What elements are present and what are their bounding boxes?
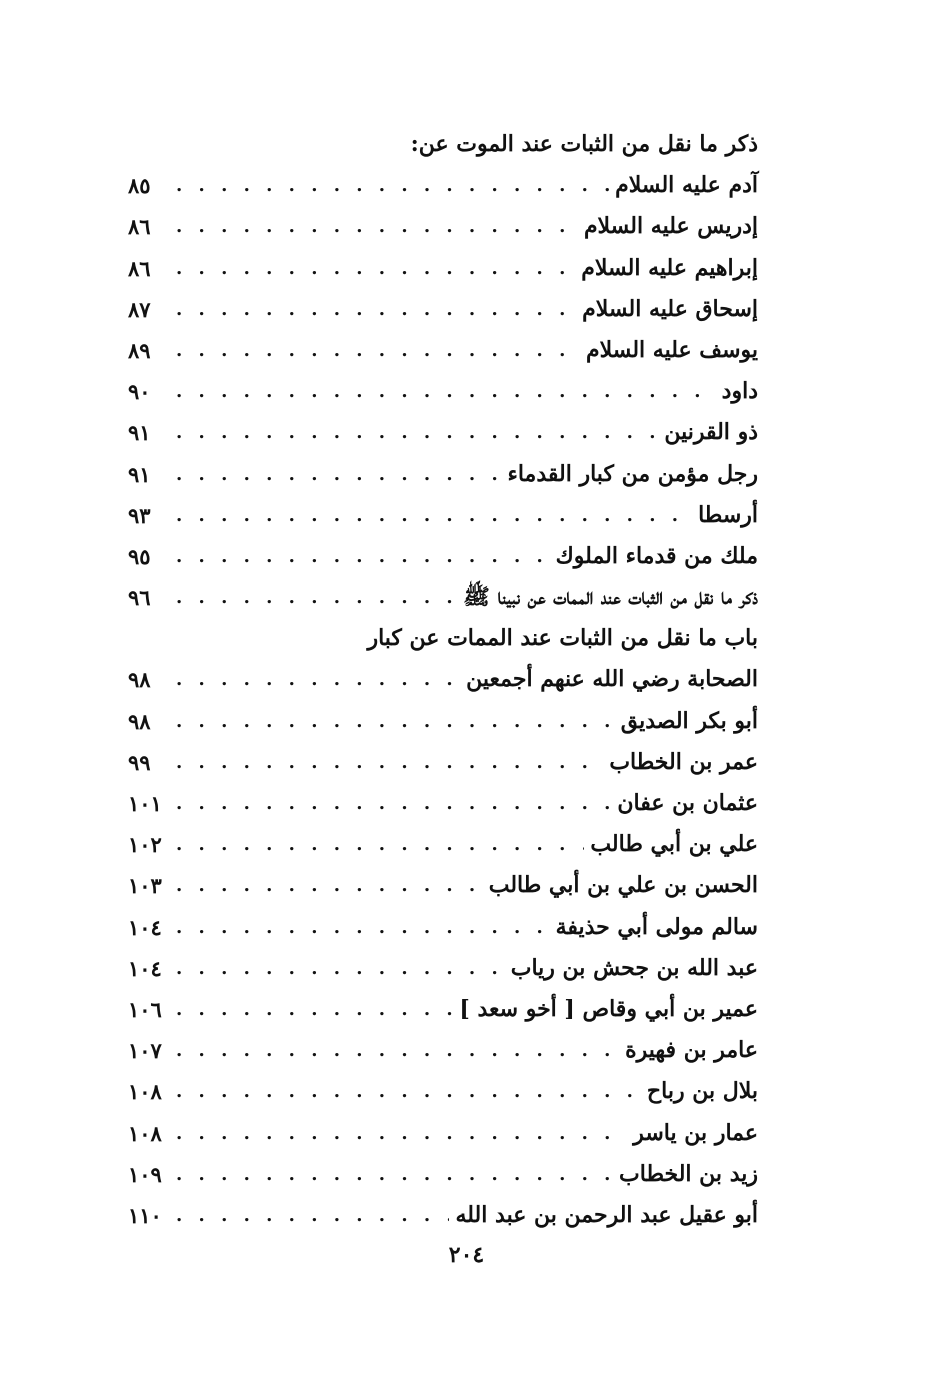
dot-leader [176, 742, 603, 783]
dot-leader [176, 907, 550, 948]
toc-entry [128, 948, 758, 989]
toc-entry [128, 495, 758, 536]
dot-leader [176, 289, 576, 330]
toc-entry-page-number: ١٠٧ [128, 1038, 162, 1064]
dot-leader [176, 1195, 449, 1236]
toc-entry-title: عبد الله بن جحش بن رياب [510, 954, 758, 981]
toc-entry [128, 865, 758, 906]
dot-leader [176, 659, 460, 700]
toc-entry-title: الحسن بن علي بن أبي طالب [488, 872, 758, 899]
toc-entry-title: عمار بن ياسر [633, 1119, 758, 1146]
dot-leader [176, 330, 580, 371]
toc-entry [128, 907, 758, 948]
toc-entry-title: عمير بن أبي وقاص [ أخو سعد ] [459, 995, 758, 1022]
toc-entry-title: أبو بكر الصديق [620, 707, 758, 734]
toc-entry [128, 742, 758, 783]
toc-entry-page-number: ١٠٣ [128, 873, 162, 899]
dot-leader [176, 577, 457, 618]
toc-entry-title: عثمان بن عفان [617, 790, 758, 816]
table-of-contents [128, 124, 758, 1236]
toc-entry-page-number: ١٠٤ [128, 914, 162, 940]
toc-entry [128, 330, 758, 371]
toc-entry-page-number: ٩٨ [128, 667, 151, 693]
toc-entry-title: عامر بن فهيرة [625, 1037, 758, 1064]
dot-leader [176, 1071, 641, 1112]
toc-entry [128, 824, 758, 865]
toc-entry-page-number: ٨٩ [128, 337, 151, 363]
toc-entry [128, 1113, 758, 1154]
toc-entry-title: بلال بن رباح [646, 1078, 758, 1105]
toc-entry [128, 536, 758, 577]
toc-entry [128, 165, 758, 206]
toc-entry [128, 206, 758, 247]
toc-entry [128, 454, 758, 495]
dot-leader [176, 1113, 627, 1154]
toc-entry-page-number: ١٠٨ [128, 1079, 162, 1105]
toc-entry-page-number: ١٠٢ [128, 832, 162, 858]
toc-entry-title: عمر بن الخطاب [609, 748, 758, 775]
toc-entry-page-number: ١٠٩ [128, 1161, 162, 1187]
toc-entry-title: علي بن أبي طالب [590, 831, 758, 858]
toc-entry [128, 1030, 758, 1071]
toc-entry-page-number: ٩٠ [128, 379, 151, 405]
dot-leader [176, 948, 505, 989]
toc-entry-title: رجل مؤمن من كبار القدماء [507, 460, 758, 487]
toc-entry-page-number: ١٠٤ [128, 955, 162, 981]
toc-entry-title: الصحابة رضي الله عنهم أجمعين [466, 666, 758, 693]
toc-entry-page-number: ٩٦ [128, 585, 151, 611]
dot-leader [176, 412, 658, 453]
toc-entry [128, 371, 758, 412]
toc-entry [128, 659, 758, 700]
toc-entry-title: أرسطا [698, 501, 758, 528]
dot-leader [176, 701, 615, 742]
page-number: ٢٠٤ [448, 1242, 485, 1268]
toc-entry [128, 1071, 758, 1112]
toc-entry [128, 289, 758, 330]
toc-entry-title: ذكر ما نقل من الثبات عند الممات عن نبينا ﷺ [463, 584, 758, 611]
toc-section-heading: باب ما نقل من الثبات عند الممات عن كبار [367, 625, 758, 652]
toc-entry [128, 248, 758, 289]
toc-entry [128, 989, 758, 1030]
toc-entry-title: آدم عليه السلام [615, 172, 758, 199]
toc-entry-page-number: ٨٧ [128, 296, 151, 322]
toc-entry-title: إدريس عليه السلام [583, 213, 758, 240]
toc-entries-group-a [128, 165, 758, 618]
dot-leader [176, 206, 578, 247]
toc-entry-page-number: ٩١ [128, 461, 151, 487]
toc-entry-page-number: ٩١ [128, 420, 151, 446]
toc-entry-title: أبو عقيل عبد الرحمن بن عبد الله [455, 1201, 758, 1228]
dot-leader [176, 989, 453, 1030]
toc-entry-page-number: ٨٦ [128, 214, 151, 240]
toc-entry-title: يوسف عليه السلام [585, 336, 758, 363]
dot-leader [176, 165, 609, 206]
dot-leader [176, 865, 483, 906]
dot-leader [176, 536, 550, 577]
dot-leader [176, 248, 575, 289]
toc-entry-page-number: ٩٣ [128, 502, 151, 528]
toc-entry-page-number: ٩٩ [128, 749, 151, 775]
toc-entry-page-number: ١١٠ [128, 1202, 162, 1228]
toc-heading: ذكر ما نقل من الثبات عند الموت عن: [410, 131, 758, 157]
toc-entry-page-number: ٨٥ [128, 173, 151, 199]
toc-entry-page-number: ٨٦ [128, 255, 151, 281]
toc-entry [128, 783, 758, 824]
toc-entry-title: داود [721, 378, 758, 405]
dot-leader [176, 1154, 613, 1195]
dot-leader [176, 454, 502, 495]
toc-entry-title: ذو القرنين [664, 419, 758, 446]
toc-entry [128, 1195, 758, 1236]
dot-leader [176, 495, 692, 536]
toc-entry-page-number: ١٠٨ [128, 1120, 162, 1146]
dot-leader [176, 783, 611, 824]
dot-leader [176, 371, 716, 412]
toc-entry-title: ملك من قدماء الملوك [555, 542, 758, 569]
dot-leader [176, 824, 584, 865]
toc-entry-page-number: ١٠١ [128, 791, 162, 816]
toc-entry-page-number: ١٠٦ [128, 996, 162, 1022]
toc-entry-title: زيد بن الخطاب [619, 1160, 758, 1187]
toc-entry [128, 577, 758, 618]
dot-leader [176, 1030, 619, 1071]
toc-entry-title: سالم مولى أبي حذيفة [555, 913, 758, 940]
toc-entries-group-b [128, 659, 758, 1236]
toc-entry [128, 701, 758, 742]
toc-entry-page-number: ٩٥ [128, 543, 151, 569]
toc-entry-page-number: ٩٨ [128, 708, 151, 734]
toc-entry [128, 412, 758, 453]
toc-entry-title: إسحاق عليه السلام [582, 295, 758, 322]
toc-entry-title: إبراهيم عليه السلام [581, 254, 758, 281]
toc-entry [128, 1154, 758, 1195]
